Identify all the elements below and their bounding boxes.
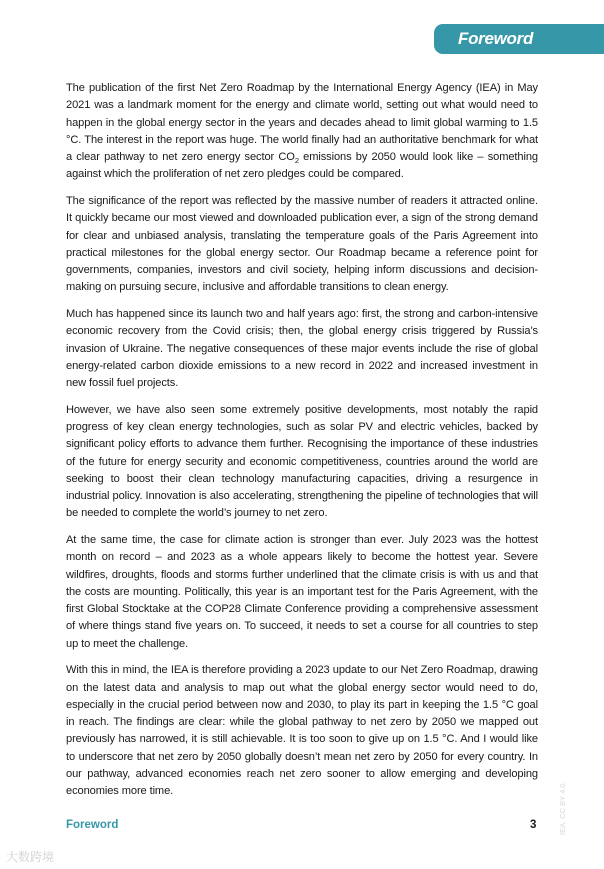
license-note: IEA. CC BY 4.0. (558, 781, 567, 835)
paragraph-2: The significance of the report was reflected by the massive number of readers it attracted online. It quickly became our most viewed and downloaded publication ever, a sign of the strong demand for clear and unbiased analysis, translating the temperature goals of the Paris Agreement into practical milestones for the global energy sector. Our Roadmap became a reference point for governments, companies, investors and civil society, helping inform discussions and decision-making on pursuing secure, inclusive and affordable transitions to clean energy. (66, 195, 538, 294)
body-text (66, 80, 538, 810)
co2-subscript: 2 (294, 156, 299, 166)
section-tab (434, 24, 604, 54)
footer-section-label: Foreword (66, 819, 119, 831)
paragraph-4: However, we have also seen some extremely positive developments, most notably the rapid progress of key clean energy technologies, such as solar PV and electric vehicles, backed by significant policy efforts to advance them further. Recognising the importance of these industries of the future for energy security and economic competitiveness, countries around the world are seeking to boost their clean technology manufacturing capacities, driving a resurgence in industrial policy. Innovation is also accelerating, strengthening the pipeline of technologies that will be needed to complete the world’s journey to net zero. (66, 403, 538, 520)
paragraph-5: At the same time, the case for climate action is stronger than ever. July 2023 was the hottest month on record – and 2023 as a whole appears likely to become the hottest year. Severe wildfires, droughts, floods and storms further underlined that the climate crisis is with us and that the costs are mounting. Politically, this year is an important test for the Paris Agreement, with the first Global Stocktake at the COP28 Climate Conference providing a comprehensive assessment of where things stand five years on. To succeed, it needs to set a course for all countries to step up to meet the challenge. (66, 534, 538, 650)
section-tab-label: Foreword (458, 29, 534, 48)
paragraph-6: With this in mind, the IEA is therefore providing a 2023 update to our Net Zero Roadmap, drawing on the latest data and analysis to map out what the global energy sector would need to do, especially in the crucial period between now and 2030, to play its part in keeping the 1.5 °C goal in reach. The findings are clear: while the global pathway to net zero by 2050 we mapped out previously has narrowed, it is still achievable. It is too soon to give up on 1.5 °C. And I would like to underscore that net zero by 2050 globally doesn’t mean net zero by 2050 for every country. In our pathway, advanced economies reach net zero sooner to allow emerging and developing economies more time. (66, 664, 538, 797)
paragraph-1-part-a: The publication of the first Net Zero Roadmap by the International Energy Agency (IEA) in May 2021 was a landmark moment for the energy and climate world, setting out what would need to happen in the global energy sector in the years and decades ahead to limit global warming to 1.5 °C. The interest in the report was huge. The world finally had an authoritative benchmark for what a clear pathway to net zero energy sector CO (66, 82, 538, 163)
page-number: 3 (530, 819, 537, 831)
watermark: 大数跨境 (6, 850, 55, 864)
paragraph-3: Much has happened since its launch two and half years ago: first, the strong and carbon-intensive economic recovery from the Covid crisis; then, the global energy crisis triggered by Russia’s invasion of Ukraine. The negative consequences of these major events include the rise of global energy-related carbon dioxide emissions to a new record in 2022 and increased investment in new fossil fuel projects. (66, 308, 538, 389)
paragraph-1-part-b: emissions by 2050 would look like – something against which the proliferation of net zero pledges could be compared. (66, 151, 538, 181)
paragraph-1 (66, 80, 538, 184)
